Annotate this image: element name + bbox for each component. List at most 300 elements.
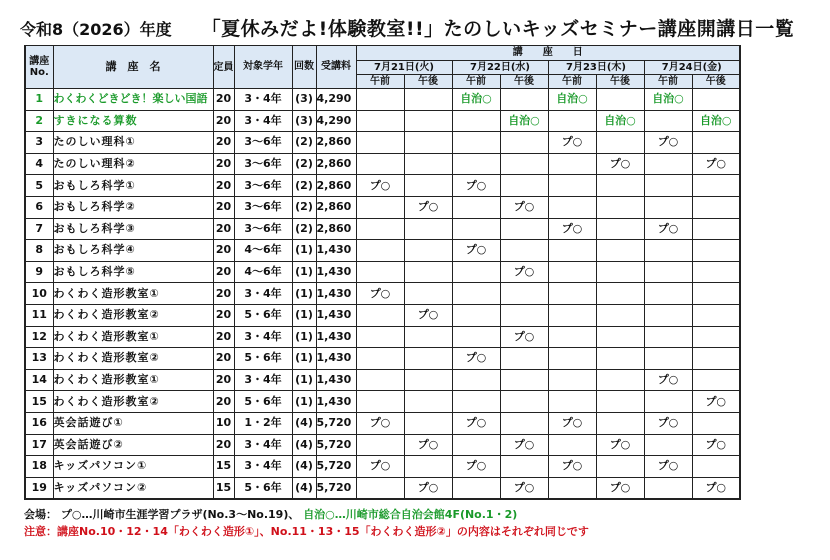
course-no: 9 [25, 261, 53, 283]
schedule-slot [596, 326, 644, 348]
schedule-slot [596, 89, 644, 111]
course-rounds: (1) [292, 240, 316, 262]
course-fee: 2,860 [316, 196, 356, 218]
table-row [25, 132, 740, 154]
table-row [25, 434, 740, 456]
course-name: わくわく造形教室② [53, 391, 213, 413]
schedule-slot: 自治○ [452, 89, 500, 111]
schedule-slot [644, 240, 692, 262]
course-capacity: 20 [213, 348, 234, 370]
table-row [25, 153, 740, 175]
schedule-slot: 自治○ [596, 110, 644, 132]
schedule-slot [596, 196, 644, 218]
schedule-slot [596, 391, 644, 413]
schedule-slot [404, 412, 452, 434]
schedule-slot [404, 326, 452, 348]
course-fee: 1,430 [316, 391, 356, 413]
schedule-slot [452, 196, 500, 218]
schedule-slot: 自治○ [644, 89, 692, 111]
course-rounds: (4) [292, 456, 316, 478]
schedule-slot [548, 240, 596, 262]
course-rounds: (1) [292, 369, 316, 391]
schedule-slot: プ○ [548, 218, 596, 240]
schedule-slot [548, 348, 596, 370]
schedule-slot: プ○ [644, 132, 692, 154]
course-name: わくわく造形教室② [53, 304, 213, 326]
course-grade: 3・4年 [234, 110, 292, 132]
schedule-slot [644, 110, 692, 132]
page-header [20, 14, 810, 44]
course-name: おもしろ科学③ [53, 218, 213, 240]
schedule-slot [452, 218, 500, 240]
venue-plaza: プ○…川崎市生涯学習プラザ(No.3～No.19)、 [60, 508, 300, 521]
schedule-table [24, 45, 741, 500]
course-no: 14 [25, 369, 53, 391]
schedule-slot: プ○ [404, 196, 452, 218]
course-grade: 3～6年 [234, 175, 292, 197]
schedule-slot [548, 477, 596, 499]
course-rounds: (2) [292, 175, 316, 197]
schedule-slot: 自治○ [500, 110, 548, 132]
schedule-slot [548, 304, 596, 326]
course-capacity: 20 [213, 153, 234, 175]
schedule-slot [452, 391, 500, 413]
schedule-slot [596, 304, 644, 326]
course-grade: 5・6年 [234, 477, 292, 499]
course-rounds: (1) [292, 283, 316, 305]
schedule-slot: プ○ [692, 153, 740, 175]
schedule-slot [356, 110, 404, 132]
schedule-slot [452, 369, 500, 391]
course-grade: 3～6年 [234, 132, 292, 154]
schedule-slot [644, 153, 692, 175]
schedule-slot [692, 348, 740, 370]
course-fee: 2,860 [316, 153, 356, 175]
course-fee: 5,720 [316, 412, 356, 434]
schedule-slot [404, 369, 452, 391]
course-rounds: (3) [292, 110, 316, 132]
course-fee: 2,860 [316, 218, 356, 240]
table-row [25, 391, 740, 413]
schedule-slot [452, 326, 500, 348]
course-no: 17 [25, 434, 53, 456]
am-header: 午前 [548, 75, 596, 89]
schedule-slot [356, 240, 404, 262]
schedule-slot [692, 261, 740, 283]
schedule-slot: プ○ [356, 175, 404, 197]
course-fee: 1,430 [316, 261, 356, 283]
course-capacity: 20 [213, 304, 234, 326]
schedule-slot: プ○ [500, 196, 548, 218]
venue-line [24, 506, 814, 523]
course-name: おもしろ科学⑤ [53, 261, 213, 283]
course-grade: 5・6年 [234, 304, 292, 326]
course-name: おもしろ科学① [53, 175, 213, 197]
schedule-slot [404, 348, 452, 370]
schedule-slot: プ○ [644, 218, 692, 240]
schedule-slot [404, 89, 452, 111]
schedule-slot [596, 369, 644, 391]
course-no: 19 [25, 477, 53, 499]
table-row [25, 240, 740, 262]
schedule-slot [452, 153, 500, 175]
course-name: たのしい理科① [53, 132, 213, 154]
table-row [25, 456, 740, 478]
schedule-slot [692, 132, 740, 154]
course-rounds: (2) [292, 153, 316, 175]
am-header: 午前 [356, 75, 404, 89]
schedule-slot: プ○ [548, 412, 596, 434]
schedule-slot [404, 240, 452, 262]
schedule-slot [404, 153, 452, 175]
course-capacity: 20 [213, 391, 234, 413]
am-header: 午前 [644, 75, 692, 89]
schedule-slot [404, 110, 452, 132]
course-grade: 3・4年 [234, 456, 292, 478]
schedule-slot: プ○ [500, 326, 548, 348]
course-grade: 3～6年 [234, 196, 292, 218]
course-fee: 1,430 [316, 348, 356, 370]
course-capacity: 15 [213, 456, 234, 478]
schedule-slot: プ○ [596, 477, 644, 499]
schedule-slot [500, 283, 548, 305]
schedule-slot [500, 132, 548, 154]
course-fee: 1,430 [316, 326, 356, 348]
date-header: 7月21日(火) [356, 61, 452, 75]
course-no: 2 [25, 110, 53, 132]
schedule-slot: プ○ [452, 175, 500, 197]
table-row [25, 326, 740, 348]
schedule-slot [356, 391, 404, 413]
schedule-slot [596, 218, 644, 240]
col-header-rounds: 回数 [292, 46, 316, 89]
table-row [25, 304, 740, 326]
schedule-slot [644, 434, 692, 456]
schedule-slot: プ○ [452, 456, 500, 478]
table-row [25, 261, 740, 283]
schedule-slot [692, 218, 740, 240]
col-header-no: 講座No. [25, 46, 53, 89]
col-header-days: 講 座 日 [356, 46, 740, 61]
schedule-slot [356, 304, 404, 326]
course-capacity: 15 [213, 477, 234, 499]
col-header-capacity: 定員 [213, 46, 234, 89]
course-name: わくわく造形教室① [53, 369, 213, 391]
schedule-slot [596, 412, 644, 434]
schedule-slot [644, 304, 692, 326]
venue-label: 会場： [24, 508, 57, 521]
course-rounds: (1) [292, 348, 316, 370]
schedule-slot [356, 132, 404, 154]
schedule-slot [500, 369, 548, 391]
table-row [25, 369, 740, 391]
schedule-slot [356, 196, 404, 218]
table-row [25, 175, 740, 197]
table-row [25, 110, 740, 132]
course-capacity: 20 [213, 283, 234, 305]
course-grade: 3・4年 [234, 89, 292, 111]
schedule-slot [692, 240, 740, 262]
venue-jichi: 自治○…川崎市総合自治会館4F(No.1・2) [303, 508, 518, 521]
schedule-slot [452, 261, 500, 283]
schedule-slot [404, 261, 452, 283]
schedule-slot [596, 348, 644, 370]
course-no: 4 [25, 153, 53, 175]
schedule-slot [500, 175, 548, 197]
schedule-slot [356, 261, 404, 283]
course-fee: 5,720 [316, 434, 356, 456]
schedule-slot [644, 477, 692, 499]
course-no: 8 [25, 240, 53, 262]
course-name: わくわく造形教室② [53, 348, 213, 370]
course-capacity: 10 [213, 412, 234, 434]
schedule-slot [452, 477, 500, 499]
schedule-slot [596, 175, 644, 197]
pm-header: 午後 [692, 75, 740, 89]
schedule-slot [500, 348, 548, 370]
page-title: 「夏休みだよ!体験教室!!」たのしいキッズセミナー講座開講日一覧 [201, 18, 795, 40]
course-grade: 1・2年 [234, 412, 292, 434]
course-grade: 5・6年 [234, 391, 292, 413]
course-rounds: (1) [292, 304, 316, 326]
course-name: 英会話遊び① [53, 412, 213, 434]
schedule-slot [500, 456, 548, 478]
table-row [25, 477, 740, 499]
schedule-slot [452, 110, 500, 132]
schedule-slot [548, 369, 596, 391]
schedule-slot [548, 175, 596, 197]
course-grade: 3・4年 [234, 369, 292, 391]
schedule-slot [644, 348, 692, 370]
schedule-slot: プ○ [356, 412, 404, 434]
schedule-slot [692, 175, 740, 197]
schedule-slot [548, 283, 596, 305]
course-no: 12 [25, 326, 53, 348]
table-row [25, 412, 740, 434]
course-grade: 3・4年 [234, 434, 292, 456]
schedule-slot [356, 434, 404, 456]
schedule-slot [452, 132, 500, 154]
course-name: キッズパソコン① [53, 456, 213, 478]
course-rounds: (3) [292, 89, 316, 111]
course-fee: 4,290 [316, 110, 356, 132]
course-capacity: 20 [213, 369, 234, 391]
table-row [25, 348, 740, 370]
course-name: すきになる算数 [53, 110, 213, 132]
schedule-slot [500, 412, 548, 434]
course-fee: 1,430 [316, 240, 356, 262]
schedule-slot [692, 89, 740, 111]
schedule-slot: プ○ [404, 434, 452, 456]
date-header: 7月24日(金) [644, 61, 740, 75]
course-name: おもしろ科学④ [53, 240, 213, 262]
course-rounds: (1) [292, 391, 316, 413]
course-grade: 3・4年 [234, 326, 292, 348]
schedule-slot: プ○ [356, 283, 404, 305]
schedule-slot [500, 89, 548, 111]
schedule-slot: プ○ [404, 304, 452, 326]
course-fee: 2,860 [316, 175, 356, 197]
course-rounds: (1) [292, 326, 316, 348]
schedule-slot [404, 132, 452, 154]
schedule-slot [452, 304, 500, 326]
table-row [25, 196, 740, 218]
table-row [25, 218, 740, 240]
course-no: 7 [25, 218, 53, 240]
course-capacity: 20 [213, 132, 234, 154]
course-name: おもしろ科学② [53, 196, 213, 218]
schedule-slot: プ○ [548, 456, 596, 478]
schedule-slot [692, 326, 740, 348]
schedule-slot: プ○ [500, 434, 548, 456]
schedule-slot: 自治○ [692, 110, 740, 132]
course-name: キッズパソコン② [53, 477, 213, 499]
schedule-slot [596, 283, 644, 305]
schedule-slot: プ○ [404, 477, 452, 499]
schedule-slot [500, 240, 548, 262]
course-capacity: 20 [213, 110, 234, 132]
schedule-slot: プ○ [452, 412, 500, 434]
course-rounds: (4) [292, 412, 316, 434]
course-no: 11 [25, 304, 53, 326]
schedule-slot [596, 240, 644, 262]
caution-note: 注意：講座No.10・12・14「わくわく造形①」、No.11・13・15「わくわく造形②」の内容はそれぞれ同じです [24, 525, 589, 538]
course-capacity: 20 [213, 218, 234, 240]
pm-header: 午後 [404, 75, 452, 89]
course-fee: 4,290 [316, 89, 356, 111]
date-header: 7月23日(木) [548, 61, 644, 75]
course-fee: 1,430 [316, 304, 356, 326]
schedule-slot: 自治○ [548, 89, 596, 111]
schedule-slot [356, 348, 404, 370]
course-fee: 1,430 [316, 283, 356, 305]
table-row [25, 89, 740, 111]
course-name: わくわく造形教室① [53, 326, 213, 348]
schedule-slot: プ○ [644, 412, 692, 434]
schedule-slot: プ○ [692, 391, 740, 413]
schedule-slot [548, 110, 596, 132]
schedule-slot [548, 261, 596, 283]
col-header-grade: 対象学年 [234, 46, 292, 89]
course-capacity: 20 [213, 434, 234, 456]
schedule-slot [692, 196, 740, 218]
schedule-slot [692, 412, 740, 434]
schedule-slot: プ○ [500, 477, 548, 499]
course-no: 10 [25, 283, 53, 305]
col-header-name: 講 座 名 [53, 46, 213, 89]
course-capacity: 20 [213, 89, 234, 111]
am-header: 午前 [452, 75, 500, 89]
schedule-slot [356, 218, 404, 240]
schedule-slot [356, 153, 404, 175]
course-no: 15 [25, 391, 53, 413]
course-no: 13 [25, 348, 53, 370]
course-no: 1 [25, 89, 53, 111]
course-grade: 3～6年 [234, 153, 292, 175]
schedule-slot: プ○ [692, 477, 740, 499]
course-no: 18 [25, 456, 53, 478]
course-name: わくわくどきどき！楽しい国語 [53, 89, 213, 111]
schedule-slot [644, 261, 692, 283]
schedule-slot: プ○ [548, 132, 596, 154]
schedule-slot [644, 196, 692, 218]
course-fee: 1,430 [316, 369, 356, 391]
schedule-slot [692, 283, 740, 305]
schedule-slot: プ○ [500, 261, 548, 283]
schedule-slot: プ○ [644, 369, 692, 391]
schedule-slot [548, 391, 596, 413]
schedule-slot [500, 391, 548, 413]
course-rounds: (4) [292, 434, 316, 456]
pm-header: 午後 [596, 75, 644, 89]
course-no: 5 [25, 175, 53, 197]
course-rounds: (1) [292, 261, 316, 283]
course-capacity: 20 [213, 326, 234, 348]
schedule-slot [644, 175, 692, 197]
course-grade: 4～6年 [234, 240, 292, 262]
schedule-slot [452, 434, 500, 456]
notes [24, 506, 814, 540]
schedule-slot [356, 89, 404, 111]
schedule-slot: プ○ [596, 153, 644, 175]
course-rounds: (2) [292, 132, 316, 154]
course-grade: 5・6年 [234, 348, 292, 370]
schedule-slot [452, 283, 500, 305]
schedule-slot [692, 369, 740, 391]
schedule-slot [356, 326, 404, 348]
schedule-slot [548, 153, 596, 175]
schedule-slot: プ○ [692, 434, 740, 456]
course-no: 16 [25, 412, 53, 434]
schedule-slot [404, 218, 452, 240]
course-no: 6 [25, 196, 53, 218]
schedule-slot [692, 456, 740, 478]
schedule-slot [500, 153, 548, 175]
schedule-slot [644, 391, 692, 413]
schedule-slot [692, 304, 740, 326]
course-no: 3 [25, 132, 53, 154]
schedule-slot [596, 261, 644, 283]
fiscal-year: 令和8（2026）年度 [20, 20, 172, 39]
schedule-slot [548, 196, 596, 218]
schedule-slot [644, 326, 692, 348]
schedule-slot [404, 283, 452, 305]
schedule-slot [548, 326, 596, 348]
schedule-slot [356, 477, 404, 499]
course-grade: 4～6年 [234, 261, 292, 283]
course-fee: 5,720 [316, 477, 356, 499]
course-name: 英会話遊び② [53, 434, 213, 456]
course-rounds: (4) [292, 477, 316, 499]
pm-header: 午後 [500, 75, 548, 89]
course-capacity: 20 [213, 175, 234, 197]
schedule-slot [404, 456, 452, 478]
course-fee: 5,720 [316, 456, 356, 478]
course-rounds: (2) [292, 218, 316, 240]
schedule-slot [404, 175, 452, 197]
course-grade: 3・4年 [234, 283, 292, 305]
course-capacity: 20 [213, 261, 234, 283]
schedule-slot [548, 434, 596, 456]
schedule-slot [596, 456, 644, 478]
col-header-fee: 受講料 [316, 46, 356, 89]
schedule-slot [500, 304, 548, 326]
course-capacity: 20 [213, 240, 234, 262]
schedule-slot: プ○ [452, 348, 500, 370]
course-name: わくわく造形教室① [53, 283, 213, 305]
schedule-slot: プ○ [644, 456, 692, 478]
course-fee: 2,860 [316, 132, 356, 154]
